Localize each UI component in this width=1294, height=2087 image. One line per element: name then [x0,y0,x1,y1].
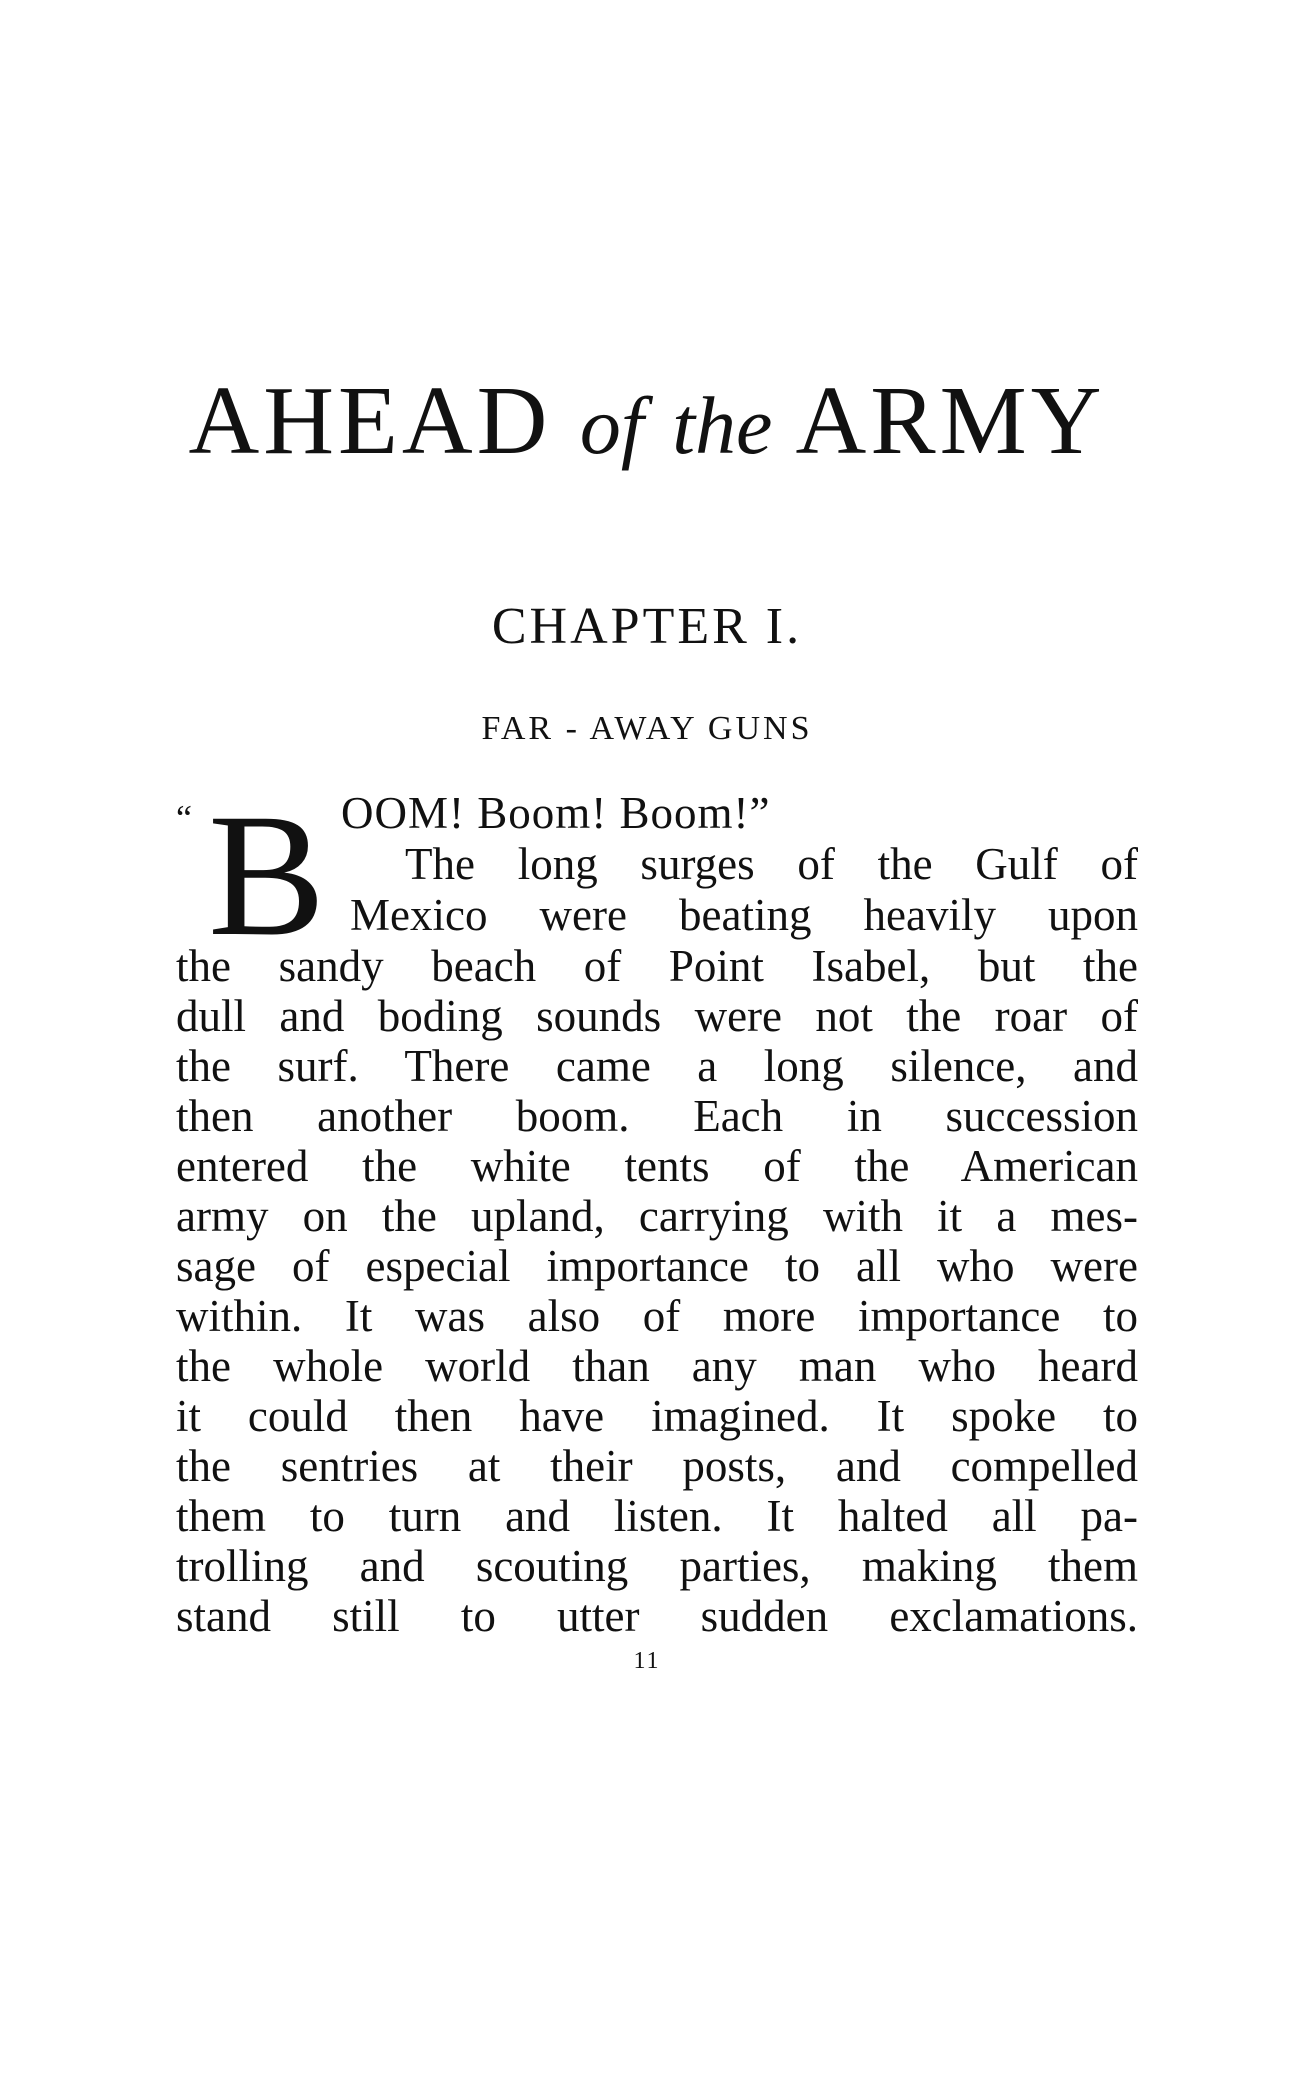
paragraph-line: sage of especial importance to all who were [176,1241,1138,1291]
book-title-main-1: AHEAD [188,367,552,475]
page-number: 11 [633,1648,661,1674]
chapter-number: CHAPTER I. [491,598,803,655]
paragraph-line: it could then have imagined. It spoke to [176,1391,1138,1441]
opening-quote-mark: “ [176,798,192,838]
paragraph-line: stand still to utter sudden exclamations. [176,1591,1138,1641]
paragraph-line: within. It was also of more importance to [176,1291,1138,1341]
paragraph-line: the sandy beach of Point Isabel, but the [176,941,1138,991]
first-text-line: OOM! Boom! Boom!” [341,788,771,838]
book-title-main-2: ARMY [795,367,1106,475]
drop-cap: B [208,778,326,973]
paragraph-line: Mexico were beating heavily upon [350,890,1138,940]
paragraph-line: the whole world than any man who heard [176,1341,1138,1391]
paragraph-line: trolling and scouting parties, making them [176,1541,1138,1591]
book-title-small-2: the [672,380,773,471]
paragraph-line: entered the white tents of the American [176,1141,1138,1191]
paragraph-line: dull and boding sounds were not the roar of [176,991,1138,1041]
paragraph-line: the surf. There came a long silence, and [176,1041,1138,1091]
paragraph-line: the sentries at their posts, and compelled [176,1441,1138,1491]
book-title [0,367,1294,475]
paragraph-line: then another boom. Each in succession [176,1091,1138,1141]
paragraph-line: them to turn and listen. It halted all pa- [176,1491,1138,1541]
paragraph-line: The long surges of the Gulf of [405,839,1138,889]
chapter-title: FAR - AWAY GUNS [481,710,813,747]
paragraph-line: army on the upland, carrying with it a mes- [176,1191,1138,1241]
book-title-small-1: of [579,380,644,471]
